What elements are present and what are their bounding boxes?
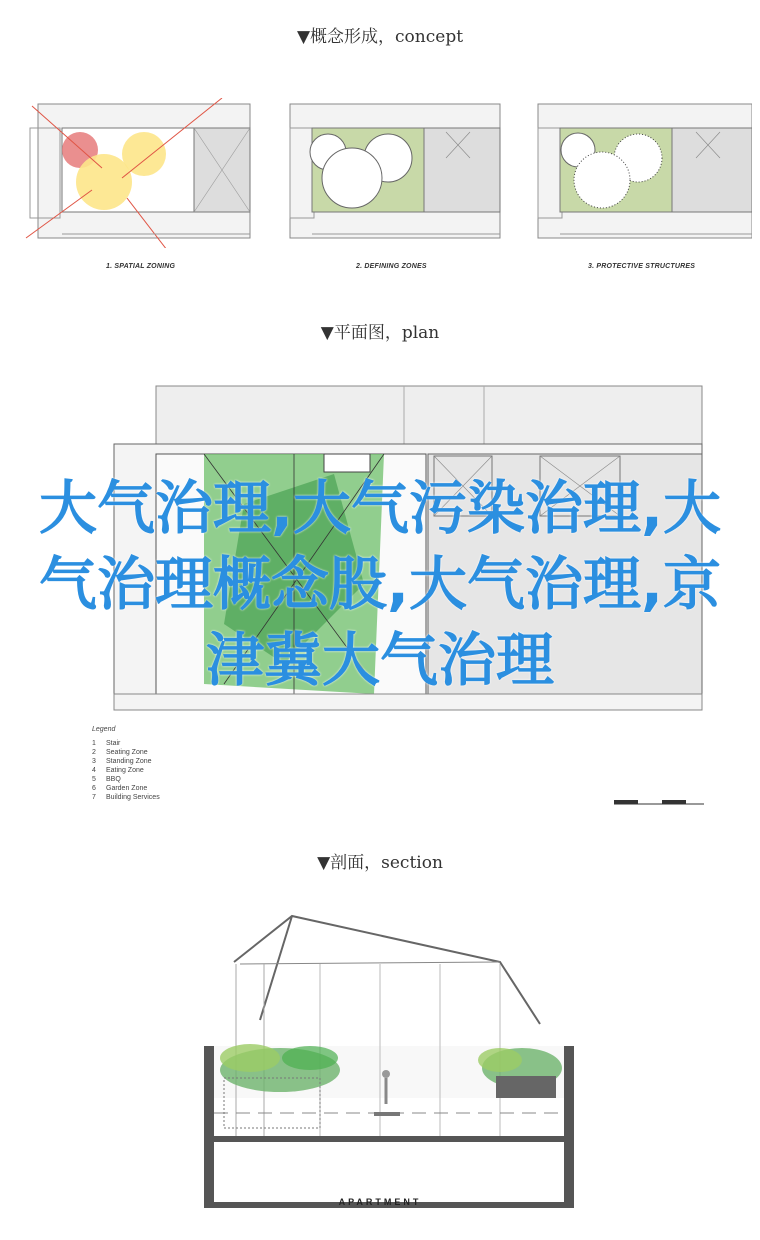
plan-legend [92, 726, 160, 802]
concept-diagram-spatial-zoning [22, 98, 260, 248]
caption-plan: ▼平面图，plan [320, 323, 440, 343]
legend-item: 4 Eating Zone [92, 767, 144, 774]
caption-concept: ▼概念形成，concept [296, 27, 464, 47]
legend-item: 7 Building Services [92, 794, 160, 801]
concept-diagram-protective-structures [534, 98, 752, 248]
legend-item: 2 Seating Zone [92, 749, 148, 756]
caption-section: ▼剖面，section [317, 853, 443, 873]
section-drawing [200, 908, 580, 1213]
panel-label-protective-structures: 3. PROTECTIVE STRUCTURES [588, 263, 696, 270]
legend-title: Legend [92, 726, 116, 733]
panel-label-defining-zones: 2. DEFINING ZONES [356, 263, 427, 270]
legend-item: 1 Stair [92, 740, 121, 747]
section-label-apartment: APARTMENT [338, 1197, 422, 1207]
legend-item: 6 Garden Zone [92, 785, 148, 792]
panel-label-spatial-zoning: 1. SPATIAL ZONING [106, 263, 176, 270]
overlay-watermark-text: 大气治理,大气污染治理,大气治理概念股,大气治理,京津冀大气治理 [38, 474, 722, 694]
concept-diagram-defining-zones [286, 98, 504, 248]
legend-item: 5 BBQ [92, 776, 121, 783]
legend-item: 3 Standing Zone [92, 758, 152, 765]
